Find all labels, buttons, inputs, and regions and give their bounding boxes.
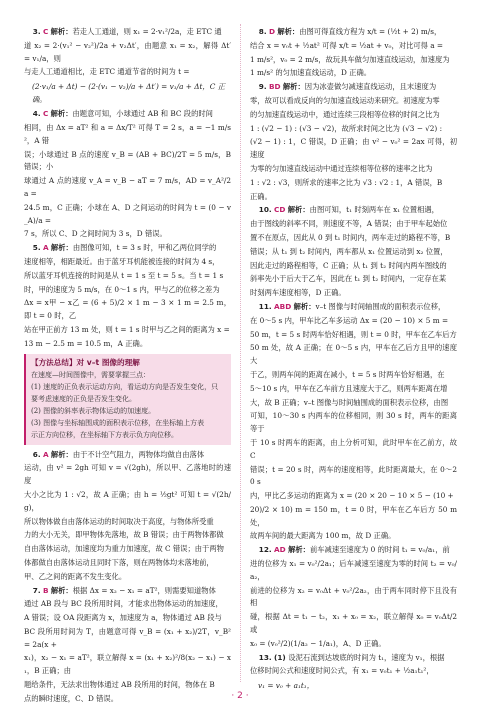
text-line: 设泥石流到达坡底的时间为 t₁，速度为 v₁，根据 [288, 652, 445, 662]
question-11 [250, 301, 457, 543]
text-line: 若走人工通道，则 x₁ = 2·v₁²/2a，走 ETC 通 [72, 27, 222, 36]
analysis-tag: 解析： [50, 27, 73, 36]
text-line: 内，甲比乙多运动的距离为 x = (20 × 20 − 10 × 5 − (10 + [250, 491, 454, 501]
answer-letter: A [42, 243, 49, 253]
text-line: 5～10 s 内，甲车在乙车前方且速度大于乙，则两车距离在增 [250, 383, 448, 393]
text-line: 由于不计空气阻力，两物体均做自由落体 [72, 449, 205, 459]
text-line: 道 x₂ = 2·(v₁² − v₂²)/2a + v₂Δt′，由题意 x₁ = x₂，解得 Δt′ = v₁/a，则 [24, 40, 231, 63]
formula-line: (2·v₁/a + Δt) − (2·(v₁ − v₂)/a + Δt′) = v₁/a + Δt，C 正确。 [32, 82, 225, 105]
text-line: 零，故可以看成反向的匀加速直线运动来研究。初速度为零 [250, 95, 440, 105]
question-3 [24, 26, 231, 106]
text-line: 由图可得直线方程为 x/t = (½t + 2) m/s， [299, 27, 442, 36]
question-6 [24, 449, 231, 584]
answer-letter: CD [274, 205, 286, 215]
question-10 [250, 204, 457, 300]
text-line: 结合 x = v₀t + ½at² 可得 x/t = ½at + v₀，对比可得 a = [250, 40, 444, 50]
text-line: 1 m/s² 的匀加速直线运动，D 正确。 [250, 68, 372, 78]
text-line: 斜率先小于后大于乙车，因此在 t₁ 到 t₂ 时间内，一定存在某 [250, 274, 447, 284]
text-line: 力的大小无关，即甲物体先落地，故 B 错误；由于两物体都做 [24, 530, 224, 540]
analysis-tag: 解析： [50, 243, 73, 253]
text-line: x₁)，x₂ − x₁ = aT²，联立解得 x = (x₁ + x₂)²/8(x₂ − x₁) − x₁，B 正确；由 [24, 653, 231, 676]
formula-line: v₁ = v₀ + a₁t₁， [258, 681, 315, 691]
page-number: · 2 · [231, 691, 249, 701]
analysis-tag: 解析： [50, 449, 73, 459]
text-line: (√2 − 1) : 1，C 错误，D 正确；由 v² − v₀² = 2ax 可得，初速度 [250, 137, 457, 160]
text-line: v–t 图像与时间轴围成的面积表示位移， [315, 301, 446, 311]
text-line: 1 : √2 : √3，则所求的速率之比为 √3 : √2 : 1，A 错误，B [250, 177, 443, 187]
analysis-tag: 解析： [282, 82, 305, 92]
question-number: 5. [32, 243, 41, 253]
text-line: 由于图线的斜率不同，则速度不等，A 错误；由于甲车起始位 [250, 219, 448, 229]
text-line: 的匀加速直线运动中，通过连续三段相等位移的时间之比为 [250, 109, 440, 119]
text-line: 由图像可知，t = 3 s 时，甲和乙两位同学的 [72, 243, 217, 253]
question-8 [250, 26, 457, 80]
text-line: 为零的匀加速直线运动中通过连续相等位移的速率之比为 [250, 163, 433, 173]
text-line: Δx = x甲 − x乙 = (6 + 5)/2 × 1 m − 3 × 1 m = 2.5 m，即 t = 0 时，乙 [24, 298, 231, 321]
text-line: 于乙，则两车间的距离在减小，t = 5 s 时两车恰好相遇，在 [250, 369, 445, 379]
text-line: 与走人工通道相比，走 ETC 通道节省的时间为 t = [24, 67, 190, 77]
text-line: 通过 AB 段与 BC 段所用时间，才能求出物体运动的加速度， [24, 599, 223, 609]
text-line: 时，甲的速度为 5 m/s，在 0～1 s 内，甲与乙的位移之差为 [24, 284, 220, 294]
question-13 [250, 652, 457, 693]
question-7 [24, 585, 231, 706]
text-line: 前进的位移为 x₂ = v₀Δt + v₀²/2a₂，由于两车同时停下且没有相 [250, 585, 457, 608]
text-line: 自由落体运动，加速度均为重力加速度，故 C 错误；由于两物 [24, 544, 224, 554]
right-column [250, 26, 457, 694]
text-line: 球通过 A 点的速度 v_A = v_B − aT = 7 m/s，AD = v_A²/2a = [24, 176, 231, 198]
text-line: 题给条件，无法求出物体通过 AB 段所用的时间，物体在 B [24, 680, 215, 690]
text-line: 甲、乙之间的距离不发生变化。 [24, 571, 127, 581]
analysis-tag: 解析： [50, 109, 73, 119]
text-line: 7 s，所以 C、D 之间时间为 3 s，D 错误。 [24, 229, 167, 239]
text-line: 错误；t = 20 s 时，两车的速度相等，此时距离最大，在 0～20 s [250, 464, 457, 487]
question-number: 10. [258, 205, 272, 215]
question-12 [250, 544, 457, 650]
text-line: 因为冰壶做匀减速直线运动，且末速度为 [304, 82, 437, 92]
text-line: 故两车间的最大距离为 100 m，故 D 正确。 [250, 531, 396, 541]
text-line: 因此走过的路程相等，C 正确；从 t₁ 到 t₂ 时间内两车图线的 [250, 260, 447, 270]
text-line: 错误；从 t₁ 到 t₂ 时间内，两车都从 x₁ 位置运动到 x₂ 位置， [250, 246, 448, 256]
answer-letter: D [268, 27, 275, 36]
question-number: 11. [258, 301, 272, 311]
text-line: 速度相等，相距最近。由于蓝牙耳机能被连接的时间为 4 s， [24, 256, 220, 266]
text-line: 根据 Δx = x₂ − x₁ = aT²，则需要知道物体 [72, 585, 216, 595]
text-line: 由题意可知，小球通过 AB 和 BC 段的时间 [72, 109, 213, 119]
text-line: A 错误；设 OA 段距离为 x，加速度为 a，物体通过 AB 段与 [24, 613, 222, 623]
question-number: 3. [32, 27, 41, 36]
answer-letter: ABD [274, 301, 292, 311]
text-line: 置不在原点，因此从 0 到 t₁ 时间内，两车走过的路程不等，B [250, 232, 451, 242]
question-number: 6. [32, 449, 41, 459]
text-line: 运动，由 v² = 2gh 可知 v = √(2gh)，所以甲、乙落地时的速度 [24, 463, 231, 486]
text-line: 点的瞬时速度，C、D 错误。 [24, 693, 119, 703]
answer-letter: C [42, 27, 49, 36]
method-summary-box [24, 354, 231, 445]
answer-letter: B [42, 585, 49, 595]
part-tag: (1) [274, 652, 289, 662]
text-line: 50 m 处，故 A 正确；在 0～5 s 内，甲车在乙后方且甲的速度大 [250, 343, 457, 366]
column-divider [240, 24, 241, 682]
box-line: 在速度—时间图像中，需要掌握三点： [31, 370, 150, 379]
analysis-tag: 解析： [288, 545, 310, 555]
box-title: 【方法总结】对 v–t 图像的理解 [31, 357, 140, 367]
text-line: 正确。 [250, 191, 272, 201]
text-line: 所以物体做自由落体运动的时间取决于高度，与物体所受重 [24, 516, 214, 526]
question-5 [24, 242, 231, 350]
text-line: 大，故 B 正确；v–t 图像与时间轴围成的面积表示位移，由图 [250, 397, 449, 407]
question-4 [24, 108, 231, 241]
text-line: 大小之比为 1 : √2，故 A 正确；由 h = ½gt² 可知 t = √(2h/g)， [24, 489, 231, 512]
text-line: 相同，由 Δx = aT² 和 a = Δx/T² 可得 T = 2 s，a = −1 m/s²，A 错 [24, 122, 231, 145]
text-line: 13 m − 2.5 m = 10.5 m，A 正确。 [24, 338, 148, 348]
box-line: (3) 图像与坐标轴围成的面积表示位移，在坐标轴上方表 [31, 418, 205, 427]
text-line: 进的位移为 x₁ = v₀²/2a₁；后车减速至速度为零的时间 t₂ = v₀/a₂， [250, 559, 457, 581]
box-line: 要考虑速度的正负是否发生变化。 [31, 394, 136, 403]
answer-letter: BD [268, 82, 281, 92]
text-line: BC 段所用时间为 T，由题意可得 v_B = (x₁ + x₂)/2T，v_B² = 2a(x + [24, 626, 231, 649]
question-number: 7. [32, 585, 41, 595]
box-line: (2) 图像的斜率表示物体运动的加速度。 [31, 406, 156, 415]
answer-letter: C [42, 109, 49, 119]
text-line: 时刻两车速度相等，D 正确。 [250, 288, 346, 298]
text-line: 站在甲正前方 13 m 处，则 t = 1 s 时甲与乙之间的距离为 x = [24, 324, 230, 334]
analysis-tag: 解析： [50, 585, 73, 595]
text-line: 体都做自由落体运动且同时下落，则在两物体均未落地前， [24, 557, 214, 567]
question-number: 13. [258, 652, 272, 662]
question-number: 8. [258, 27, 267, 36]
box-line: (1) 速度的正负表示运动方向，看运动方向是否发生变化，只 [31, 382, 219, 391]
text-line: 20)/2 × 10) m = 150 m，t = 0 时，甲车在乙车后方 50 m 处， [250, 504, 457, 527]
box-line: 示正方向位移，在坐标轴下方表示负方向位移。 [31, 430, 178, 439]
text-line: 所以蓝牙耳机连接的时间是从 t = 1 s 至 t = 5 s。当 t = 1 s [24, 270, 224, 280]
analysis-tag: 解析： [277, 27, 300, 36]
text-line: 24.5 m，C 正确；小球在 A、D 之间运动的时间为 t = (0 − v_A)/a = [24, 202, 231, 225]
text-line: 50 m，t = 5 s 时两车恰好相遇，则 t = 0 时，甲车在乙车后方 [250, 329, 457, 339]
text-line: 前车减速至速度为 0 的时间 t₁ = v₀/a₁，前 [309, 545, 450, 555]
question-number: 4. [32, 109, 41, 119]
text-line: x₀ = (v₀²/2)(1/a₂ − 1/a₁)，A、D 正确。 [250, 638, 386, 648]
text-line: 1 m/s²，v₀ = 2 m/s，故玩具车做匀加速直线运动，加速度为 [250, 54, 450, 64]
analysis-tag: 解析： [293, 301, 316, 311]
question-9 [250, 81, 457, 203]
text-line: 碰，根据 Δt = t₁ − t₂，x₁ + x₀ = x₂，联立解得 x₀ = v₀Δt/2 或 [250, 612, 457, 635]
text-line: 在 0～5 s 内，甲车比乙车多运动 Δx = (20 − 10) × 5 m = [250, 315, 449, 325]
text-line: 由图可知，t₁ 时刻两车在 x₁ 位置相遇， [309, 205, 439, 215]
question-number: 9. [258, 82, 267, 92]
left-column [24, 26, 231, 707]
question-number: 12. [258, 545, 272, 555]
text-line: 于 10 s 时两车的距离，由上分析可知，此时甲车在乙前方，故 C [250, 437, 457, 460]
answer-letter: A [42, 449, 49, 459]
text-line: 误；小球通过 B 点的速度 v_B = (AB + BC)/2T = 5 m/s，B 错误；小 [24, 149, 231, 172]
text-line: 可知，10～30 s 内两车的位移相同，则 30 s 时，两车的距离等于 [250, 411, 457, 434]
analysis-tag: 解析： [287, 205, 310, 215]
answer-letter: AD [274, 545, 286, 555]
text-line: 位移时间公式和速度时间公式，有 x₁ = v₀t₁ + ½a₁t₁²， [250, 666, 434, 676]
text-line: 1 : (√2 − 1) : (√3 − √2)，故所求时间之比为 (√3 − √2) : [250, 123, 443, 133]
